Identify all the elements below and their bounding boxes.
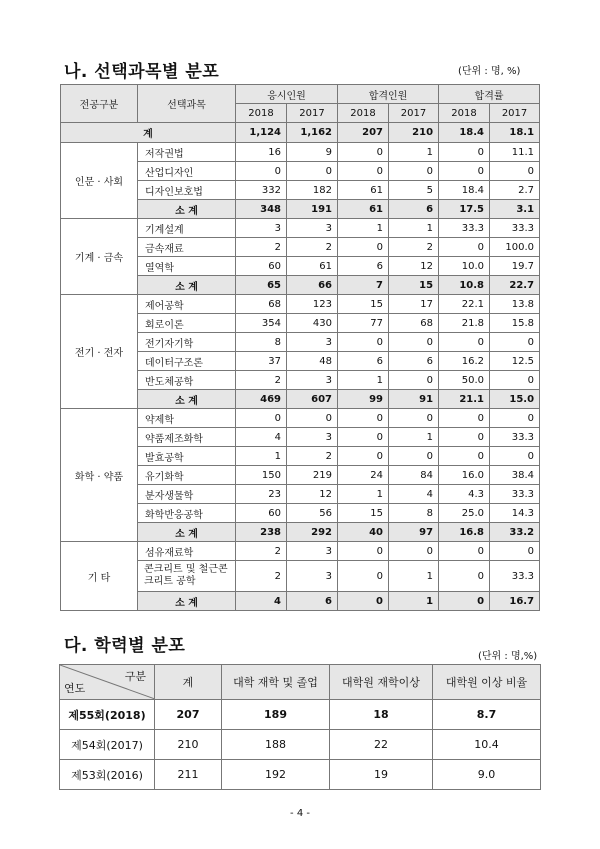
header-university: 대학 재학 및 졸업 [222, 665, 330, 700]
education-distribution-table [59, 664, 541, 790]
cell-value: 192 [222, 760, 330, 790]
subject-name: 유기화학 [138, 466, 236, 485]
total-value: 1,162 [287, 123, 338, 143]
cell-value: 0 [439, 162, 490, 181]
cell-value: 0 [439, 333, 490, 352]
cell-value: 0 [338, 333, 389, 352]
cell-value: 15 [338, 295, 389, 314]
cell-value: 25.0 [439, 504, 490, 523]
header-graduate-ratio: 대학원 이상 비율 [433, 665, 541, 700]
subject-name: 제어공학 [138, 295, 236, 314]
cell-value: 6 [338, 352, 389, 371]
cell-value: 2 [389, 238, 439, 257]
subtotal-value: 607 [287, 390, 338, 409]
cell-value: 0 [439, 143, 490, 162]
subject-name: 디자인보호법 [138, 181, 236, 200]
subtotal-value: 3.1 [490, 200, 540, 219]
header-year: 2018 [236, 104, 287, 123]
header-year: 2017 [287, 104, 338, 123]
subject-name: 약품제조화학 [138, 428, 236, 447]
cell-value: 0 [236, 409, 287, 428]
cell-value: 0 [338, 428, 389, 447]
subtotal-value: 6 [389, 200, 439, 219]
cell-value: 0 [490, 447, 540, 466]
cell-value: 33.3 [490, 485, 540, 504]
subject-name: 금속재료 [138, 238, 236, 257]
cell-value: 0 [439, 561, 490, 592]
exam-year: 제54회(2017) [60, 730, 155, 760]
subtotal-value: 348 [236, 200, 287, 219]
cell-value: 0 [338, 143, 389, 162]
cell-value: 4.3 [439, 485, 490, 504]
cell-value: 14.3 [490, 504, 540, 523]
cell-value: 430 [287, 314, 338, 333]
unit-label-subjects: (단위 : 명, %) [458, 66, 521, 77]
cell-value: 61 [338, 181, 389, 200]
cell-value: 0 [389, 162, 439, 181]
exam-year: 제55회(2018) [60, 700, 155, 730]
cell-value: 0 [389, 371, 439, 390]
cell-value: 33.3 [490, 561, 540, 592]
total-row [61, 123, 540, 143]
cell-value: 211 [155, 760, 222, 790]
header-year: 2017 [490, 104, 540, 123]
subject-name: 산업디자인 [138, 162, 236, 181]
subtotal-value: 15 [389, 276, 439, 295]
subtotal-value: 15.0 [490, 390, 540, 409]
group-name: 화학 · 약품 [61, 409, 138, 542]
cell-value: 0 [389, 447, 439, 466]
cell-value: 123 [287, 295, 338, 314]
cell-value: 0 [490, 409, 540, 428]
cell-value: 12 [287, 485, 338, 504]
cell-value: 0 [490, 542, 540, 561]
cell-value: 4 [236, 428, 287, 447]
subtotal-value: 0 [439, 592, 490, 611]
cell-value: 0 [236, 162, 287, 181]
total-value: 210 [389, 123, 439, 143]
table-row [60, 760, 541, 790]
cell-value: 19 [330, 760, 433, 790]
subject-distribution-table [60, 84, 540, 611]
cell-value: 2 [236, 238, 287, 257]
cell-value: 210 [155, 730, 222, 760]
cell-value: 1 [236, 447, 287, 466]
cell-value: 0 [287, 162, 338, 181]
cell-value: 2 [236, 542, 287, 561]
section-title-subjects: 나. 선택과목별 분포 [64, 62, 220, 82]
subject-name: 전기자기학 [138, 333, 236, 352]
cell-value: 12 [389, 257, 439, 276]
cell-value: 22.1 [439, 295, 490, 314]
subtotal-value: 97 [389, 523, 439, 542]
cell-value: 1 [338, 485, 389, 504]
cell-value: 1 [338, 219, 389, 238]
subtotal-value: 21.1 [439, 390, 490, 409]
cell-value: 189 [222, 700, 330, 730]
subtotal-value: 17.5 [439, 200, 490, 219]
cell-value: 0 [287, 409, 338, 428]
exam-year: 제53회(2016) [60, 760, 155, 790]
table-row [60, 730, 541, 760]
table-row [61, 295, 540, 314]
table-row [61, 409, 540, 428]
subject-name: 발효공학 [138, 447, 236, 466]
cell-value: 12.5 [490, 352, 540, 371]
cell-value: 0 [338, 162, 389, 181]
cell-value: 21.8 [439, 314, 490, 333]
cell-value: 2 [236, 561, 287, 592]
cell-value: 33.3 [490, 428, 540, 447]
cell-value: 354 [236, 314, 287, 333]
cell-value: 9 [287, 143, 338, 162]
subject-name: 섬유재료학 [138, 542, 236, 561]
diagonal-header-cell [60, 665, 155, 700]
subtotal-value: 292 [287, 523, 338, 542]
cell-value: 18 [330, 700, 433, 730]
header-applicants: 응시인원 [236, 85, 338, 104]
subject-name: 데이터구조론 [138, 352, 236, 371]
cell-value: 0 [389, 409, 439, 428]
cell-value: 0 [338, 447, 389, 466]
cell-value: 0 [338, 542, 389, 561]
total-value: 207 [338, 123, 389, 143]
cell-value: 15 [338, 504, 389, 523]
table-row [60, 700, 541, 730]
cell-value: 0 [490, 162, 540, 181]
cell-value: 3 [287, 333, 338, 352]
subject-name: 기계설계 [138, 219, 236, 238]
cell-value: 77 [338, 314, 389, 333]
cell-value: 0 [389, 542, 439, 561]
cell-value: 0 [338, 561, 389, 592]
cell-value: 3 [287, 371, 338, 390]
subject-name: 약제학 [138, 409, 236, 428]
subtotal-value: 22.7 [490, 276, 540, 295]
cell-value: 182 [287, 181, 338, 200]
subtotal-value: 99 [338, 390, 389, 409]
cell-value: 100.0 [490, 238, 540, 257]
subtotal-value: 191 [287, 200, 338, 219]
group-name: 인문 · 사회 [61, 143, 138, 219]
cell-value: 0 [439, 238, 490, 257]
cell-value: 16.0 [439, 466, 490, 485]
cell-value: 8 [389, 504, 439, 523]
diag-label-category: 구분 [124, 670, 146, 683]
header-passers: 합격인원 [338, 85, 439, 104]
cell-value: 33.3 [439, 219, 490, 238]
group-name: 기 타 [61, 542, 138, 611]
subtotal-label: 소 계 [138, 592, 236, 611]
subject-name: 회로이론 [138, 314, 236, 333]
cell-value: 3 [236, 219, 287, 238]
cell-value: 6 [389, 352, 439, 371]
cell-value: 18.4 [439, 181, 490, 200]
cell-value: 0 [439, 542, 490, 561]
unit-label-education: (단위 : 명,%) [478, 651, 538, 662]
subject-name: 분자생물학 [138, 485, 236, 504]
cell-value: 219 [287, 466, 338, 485]
group-name: 기계 · 금속 [61, 219, 138, 295]
header-major: 전공구분 [61, 85, 138, 123]
total-value: 1,124 [236, 123, 287, 143]
table-row [61, 542, 540, 561]
subtotal-value: 65 [236, 276, 287, 295]
total-value: 18.1 [490, 123, 540, 143]
cell-value: 2 [287, 238, 338, 257]
cell-value: 68 [389, 314, 439, 333]
cell-value: 10.4 [433, 730, 541, 760]
header-pass-rate: 합격률 [439, 85, 540, 104]
cell-value: 8 [236, 333, 287, 352]
subject-name: 열역학 [138, 257, 236, 276]
cell-value: 19.7 [490, 257, 540, 276]
cell-value: 0 [389, 333, 439, 352]
header-year: 2017 [389, 104, 439, 123]
cell-value: 3 [287, 428, 338, 447]
cell-value: 60 [236, 504, 287, 523]
subtotal-value: 4 [236, 592, 287, 611]
subtotal-value: 40 [338, 523, 389, 542]
subtotal-label: 소 계 [138, 390, 236, 409]
cell-value: 150 [236, 466, 287, 485]
cell-value: 11.1 [490, 143, 540, 162]
subtotal-label: 소 계 [138, 523, 236, 542]
cell-value: 3 [287, 219, 338, 238]
cell-value: 9.0 [433, 760, 541, 790]
table-row [61, 143, 540, 162]
cell-value: 17 [389, 295, 439, 314]
cell-value: 84 [389, 466, 439, 485]
cell-value: 10.0 [439, 257, 490, 276]
header-graduate: 대학원 재학이상 [330, 665, 433, 700]
diag-label-year: 연도 [64, 682, 86, 695]
cell-value: 3 [287, 542, 338, 561]
cell-value: 6 [338, 257, 389, 276]
header-year: 2018 [338, 104, 389, 123]
subtotal-value: 16.7 [490, 592, 540, 611]
cell-value: 0 [439, 447, 490, 466]
cell-value: 332 [236, 181, 287, 200]
subtotal-value: 91 [389, 390, 439, 409]
cell-value: 60 [236, 257, 287, 276]
subject-name: 콘크리트 및 철근콘크리트 공학 [138, 561, 236, 592]
cell-value: 23 [236, 485, 287, 504]
subject-name: 저작권법 [138, 143, 236, 162]
cell-value: 3 [287, 561, 338, 592]
cell-value: 188 [222, 730, 330, 760]
table-row [61, 219, 540, 238]
header-subject: 선택과목 [138, 85, 236, 123]
header-year: 2018 [439, 104, 490, 123]
subtotal-value: 16.8 [439, 523, 490, 542]
cell-value: 15.8 [490, 314, 540, 333]
cell-value: 8.7 [433, 700, 541, 730]
cell-value: 13.8 [490, 295, 540, 314]
cell-value: 38.4 [490, 466, 540, 485]
subject-name: 화학반응공학 [138, 504, 236, 523]
cell-value: 1 [389, 561, 439, 592]
page-number: - 4 - [290, 808, 310, 819]
subtotal-value: 238 [236, 523, 287, 542]
cell-value: 2 [287, 447, 338, 466]
cell-value: 1 [389, 143, 439, 162]
cell-value: 0 [490, 371, 540, 390]
subtotal-value: 0 [338, 592, 389, 611]
cell-value: 68 [236, 295, 287, 314]
cell-value: 37 [236, 352, 287, 371]
cell-value: 0 [338, 238, 389, 257]
subtotal-value: 6 [287, 592, 338, 611]
cell-value: 0 [439, 428, 490, 447]
subtotal-value: 66 [287, 276, 338, 295]
cell-value: 0 [338, 409, 389, 428]
cell-value: 2.7 [490, 181, 540, 200]
section-title-education: 다. 학력별 분포 [64, 636, 186, 656]
cell-value: 16 [236, 143, 287, 162]
cell-value: 1 [389, 219, 439, 238]
subtotal-label: 소 계 [138, 276, 236, 295]
subtotal-value: 1 [389, 592, 439, 611]
cell-value: 33.3 [490, 219, 540, 238]
cell-value: 61 [287, 257, 338, 276]
cell-value: 0 [439, 409, 490, 428]
subtotal-value: 7 [338, 276, 389, 295]
cell-value: 0 [490, 333, 540, 352]
cell-value: 1 [338, 371, 389, 390]
header-total: 계 [155, 665, 222, 700]
cell-value: 2 [236, 371, 287, 390]
total-value: 18.4 [439, 123, 490, 143]
cell-value: 48 [287, 352, 338, 371]
cell-value: 24 [338, 466, 389, 485]
subtotal-value: 469 [236, 390, 287, 409]
cell-value: 207 [155, 700, 222, 730]
subject-name: 반도체공학 [138, 371, 236, 390]
cell-value: 4 [389, 485, 439, 504]
cell-value: 50.0 [439, 371, 490, 390]
cell-value: 22 [330, 730, 433, 760]
total-label: 계 [61, 123, 236, 143]
subtotal-value: 10.8 [439, 276, 490, 295]
group-name: 전기 · 전자 [61, 295, 138, 409]
subtotal-label: 소 계 [138, 200, 236, 219]
subtotal-value: 33.2 [490, 523, 540, 542]
cell-value: 1 [389, 428, 439, 447]
cell-value: 5 [389, 181, 439, 200]
cell-value: 56 [287, 504, 338, 523]
subtotal-value: 61 [338, 200, 389, 219]
cell-value: 16.2 [439, 352, 490, 371]
